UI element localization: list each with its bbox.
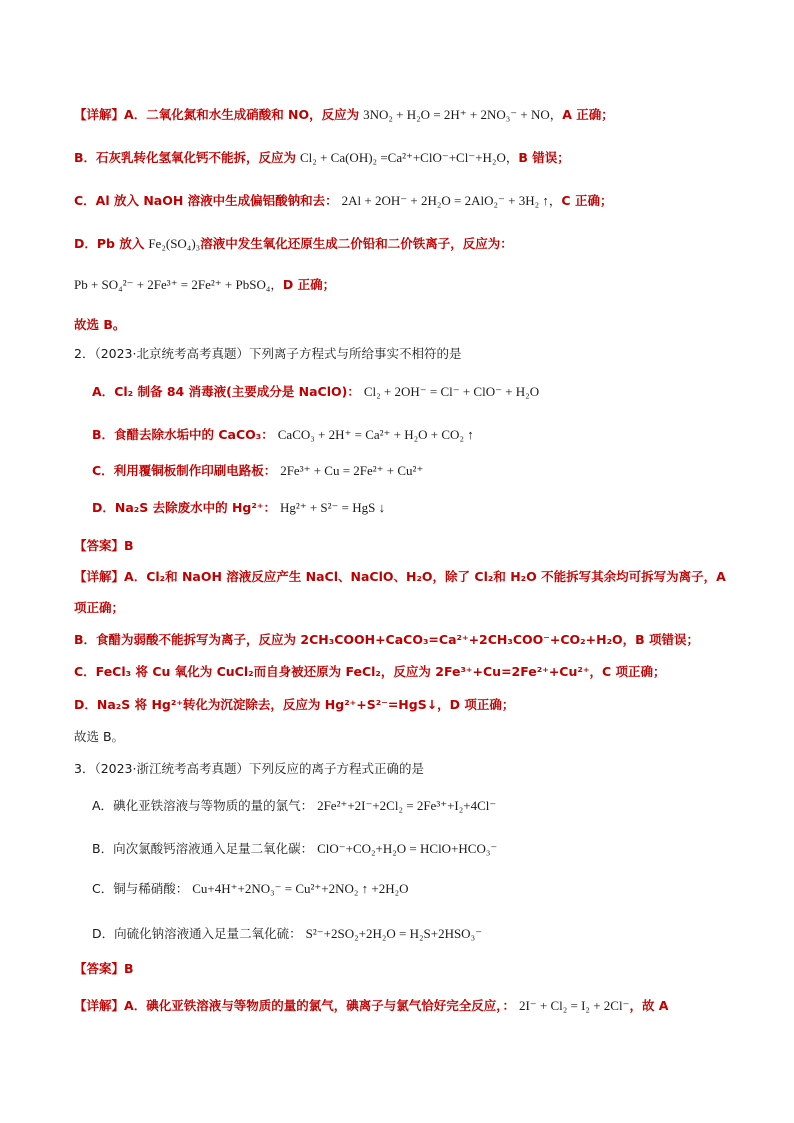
detail-text: C．FeCl₃ 将 Cu 氧化为 CuCl₂而自身被还原为 FeCl₂，反应为 2Fe³⁺+Cu=2Fe²⁺+Cu²⁺，C 项正确； xyxy=(74,664,666,679)
option-text: 碘化亚铁溶液与等物质的量的氯气： xyxy=(113,798,314,813)
conclusion-text: 故选 B。 xyxy=(74,317,126,332)
q3-option-b xyxy=(92,840,497,858)
question-3-stem xyxy=(74,760,424,778)
option-text: 向次氯酸钙溶液通入足量二氧化碳： xyxy=(113,841,314,856)
separator: ， xyxy=(505,150,519,165)
conclusion-text: 故选 B。 xyxy=(74,729,125,744)
detail-text: A．二氧化氮和水生成硝酸和 NO，反应为 xyxy=(124,107,360,122)
detail-line-b xyxy=(74,149,570,167)
q2-detail-line-3 xyxy=(74,631,699,649)
q2-option-d xyxy=(92,499,385,517)
equation: Fe₂(SO₄)₃ xyxy=(148,236,201,251)
q2-answer xyxy=(74,537,134,555)
question-stem-text: 2．（2023·北京统考高考真题）下列离子方程式与所给事实不相符的是 xyxy=(74,346,462,361)
question-2-stem xyxy=(74,345,462,363)
option-equation: ClO⁻+CO₂+H₂O = HClO+HCO₃⁻ xyxy=(317,841,498,856)
q3-detail-line-1 xyxy=(74,997,668,1015)
separator: ， xyxy=(270,277,283,292)
detail-line-d xyxy=(74,235,513,253)
equation: 2I⁻ + Cl₂ = I₂ + 2Cl⁻ xyxy=(518,998,630,1013)
option-equation: Hg²⁺ + S²⁻ = HgS ↓ xyxy=(279,500,386,515)
option-equation: 2Fe³⁺ + Cu = 2Fe²⁺ + Cu²⁺ xyxy=(280,463,424,478)
detail-text: A．Cl₂和 NaOH 溶液反应产生 NaCl、NaClO、H₂O，除了 Cl₂和 H₂O 不能拆写其余均可拆写为离子，A xyxy=(124,569,726,584)
verdict: C 正确； xyxy=(561,193,613,208)
detail-text: B．石灰乳转化氢氧化钙不能拆，反应为 xyxy=(74,150,297,165)
detail-line-a xyxy=(74,106,614,124)
equation: 3NO₂ + H₂O = 2H⁺ + 2NO₃⁻ + NO xyxy=(363,107,550,122)
option-equation: Cl₂ + 2OH⁻ = Cl⁻ + ClO⁻ + H₂O xyxy=(363,384,540,399)
verdict: A 正确； xyxy=(562,107,614,122)
answer-value: B xyxy=(124,961,134,976)
option-label: C． xyxy=(92,463,114,478)
q3-option-d xyxy=(92,925,482,943)
detail-text-end: ，故 A xyxy=(629,998,669,1013)
option-equation: Cu+4H⁺+2NO₃⁻ = Cu²⁺+2NO₂ ↑ +2H₂O xyxy=(192,881,409,896)
conclusion xyxy=(74,316,125,334)
q2-conclusion xyxy=(74,728,124,746)
detail-tag: 【详解】 xyxy=(74,107,125,122)
detail-text: D．Pb 放入 xyxy=(74,236,145,251)
detail-text: D．Na₂S 将 Hg²⁺转化为沉淀除去，反应为 Hg²⁺+S²⁻=HgS↓，D 项正确； xyxy=(74,697,515,712)
option-label: D． xyxy=(92,926,115,941)
q2-detail-line-1 xyxy=(74,568,726,586)
verdict: B 错误； xyxy=(518,150,570,165)
detail-line-c xyxy=(74,192,612,210)
q2-option-a xyxy=(92,383,539,401)
option-equation: S²⁻+2SO₂+2H₂O = H₂S+2HSO₃⁻ xyxy=(305,926,482,941)
q2-option-b xyxy=(92,426,474,444)
q3-option-a xyxy=(92,797,496,815)
option-text: 铜与稀硝酸： xyxy=(113,881,189,896)
detail-text: 项正确； xyxy=(74,600,125,615)
option-text: 利用覆铜板制作印刷电路板： xyxy=(113,463,277,478)
separator: ， xyxy=(549,107,563,122)
option-label: D． xyxy=(92,500,115,515)
q2-detail-line-4 xyxy=(74,663,665,681)
option-equation: CaCO₃ + 2H⁺ = Ca²⁺ + H₂O + CO₂ ↑ xyxy=(277,427,474,442)
detail-line-d-eq xyxy=(74,276,335,294)
option-text: Cl₂ 制备 84 消毒液(主要成分是 NaClO)： xyxy=(114,384,360,399)
q2-detail-line-5 xyxy=(74,696,514,714)
option-label: C． xyxy=(92,881,114,896)
detail-tag: 【详解】 xyxy=(74,998,125,1013)
detail-text: C．Al 放入 NaOH 溶液中生成偏铝酸钠和去： xyxy=(74,193,338,208)
detail-tag: 【详解】 xyxy=(74,569,125,584)
option-text: Na₂S 去除废水中的 Hg²⁺： xyxy=(114,500,276,515)
q3-answer xyxy=(74,960,134,978)
question-stem-text: 3．（2023·浙江统考高考真题）下列反应的离子方程式正确的是 xyxy=(74,761,424,776)
answer-tag: 【答案】 xyxy=(74,961,125,976)
option-text: 向硫化钠溶液通入足量二氧化硫： xyxy=(114,926,302,941)
option-label: A． xyxy=(92,798,114,813)
separator: ， xyxy=(548,193,562,208)
q3-option-c xyxy=(92,880,409,898)
option-label: B． xyxy=(92,841,114,856)
answer-tag: 【答案】 xyxy=(74,538,125,553)
equation: 2Al + 2OH⁻ + 2H₂O = 2AlO₂⁻ + 3H₂ ↑ xyxy=(341,193,549,208)
equation: Pb + SO₄²⁻ + 2Fe³⁺ = 2Fe²⁺ + PbSO₄ xyxy=(74,277,271,292)
q2-option-c xyxy=(92,462,423,480)
equation: Cl₂ + Ca(OH)₂ =Ca²⁺+ClO⁻+Cl⁻+H₂O xyxy=(300,150,506,165)
detail-text: A．碘化亚铁溶液与等物质的量的氯气，碘离子与氯气恰好完全反应，： xyxy=(124,998,515,1013)
detail-text-cont: 溶液中发生氧化还原生成二价铅和二价铁离子，反应为： xyxy=(200,236,513,251)
option-label: A． xyxy=(92,384,115,399)
verdict: D 正确； xyxy=(282,277,336,292)
q2-detail-line-2 xyxy=(74,599,124,617)
option-text: 食醋去除水垢中的 CaCO₃： xyxy=(114,427,274,442)
option-equation: 2Fe²⁺+2I⁻+2Cl₂ = 2Fe³⁺+I₂+4Cl⁻ xyxy=(317,798,497,813)
detail-text: B．食醋为弱酸不能拆写为离子，反应为 2CH₃COOH+CaCO₃=Ca²⁺+2CH₃COO⁻+CO₂+H₂O，B 项错误； xyxy=(74,632,700,647)
answer-value: B xyxy=(124,538,134,553)
option-label: B． xyxy=(92,427,115,442)
